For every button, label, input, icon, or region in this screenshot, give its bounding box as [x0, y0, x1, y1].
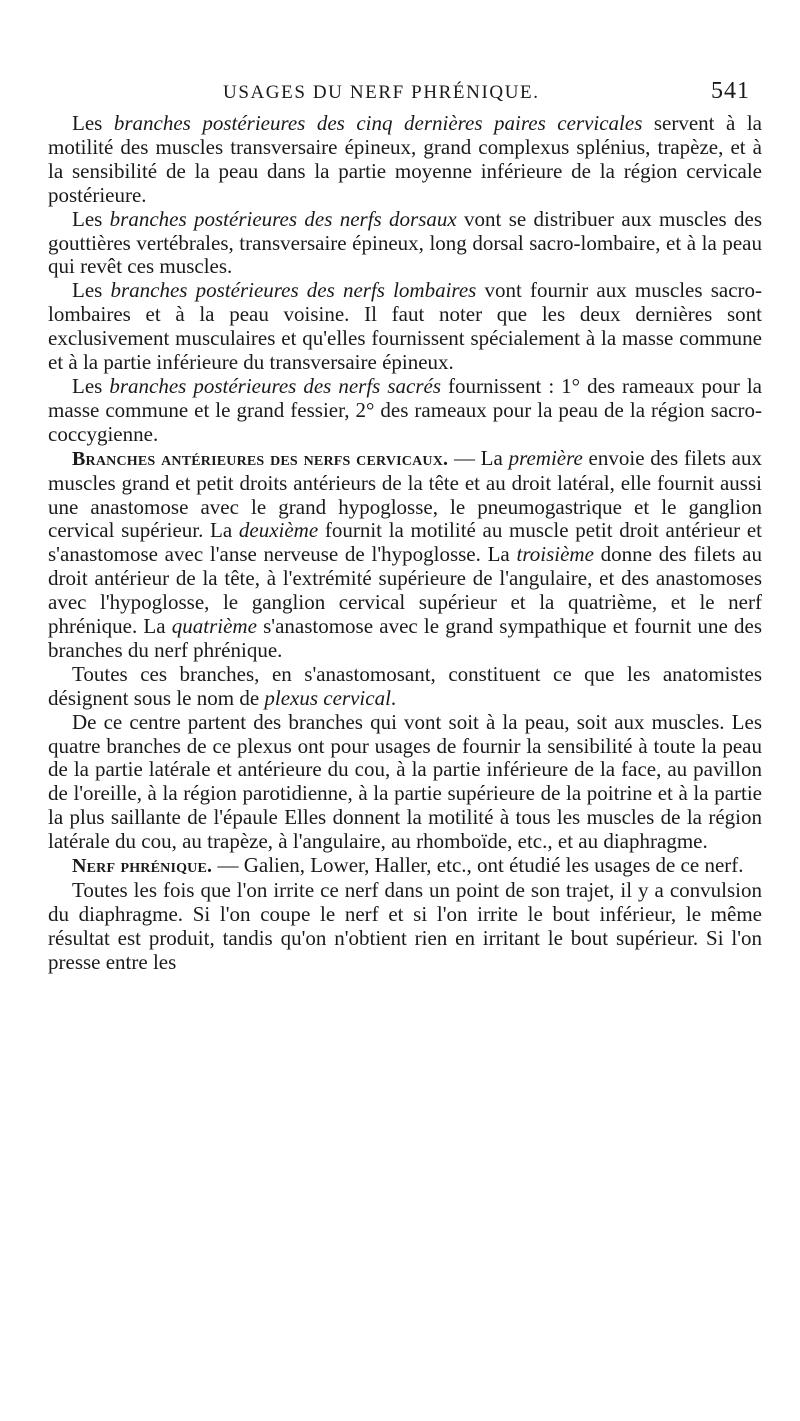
paragraph-lumbar-posterior — [48, 279, 762, 375]
text-run: Les — [72, 373, 110, 398]
paragraph-dorsal-posterior — [48, 208, 762, 280]
paragraph-phrenic-experiment — [48, 879, 762, 975]
text-run: s'anastomose avec le grand sympathique et fournit une des branches du nerf phrénique. — [48, 614, 762, 662]
italic-term: plexus cervical — [264, 685, 391, 710]
text-run: De ce centre partent des branches qui vont soit à la peau, soit aux muscles. Les quatre branches de ce plexus ont pour usages de fournir la sensibilité à toute la peau de la partie latérale et antérieure du cou, à la partie inférieure de la face, au pavillon de l'oreille, à la région parotidienne, à la partie supérieure de la poitrine et à la partie la plus saillante de l'épaule Elles donnent la motilité à tous les muscles de la région latérale du cou, au trapèze, à l'angulaire, au rhomboïde, etc., et au diaphragme. — [48, 709, 762, 854]
running-head — [223, 78, 762, 108]
text-run: envoie des filets aux muscles grand et petit droits antérieurs de la tête et au droit latéral, elle fournit aussi une anastomose avec le grand hypoglosse, le pneumogastrique et le ganglion cervical supérieur. La — [48, 445, 762, 543]
italic-term: branches postérieures des nerfs lombaires — [110, 278, 477, 303]
paragraph-sacral-posterior — [48, 375, 762, 447]
text-run: — La — [448, 445, 509, 470]
text-run: Les — [72, 111, 114, 135]
text-run: Toutes les fois que l'on irrite ce nerf dans un point de son trajet, il y a convulsion du diaphragme. Si l'on coupe le nerf et si l'on irrite le bout inférieur, le même résultat est produit, tandis qu'on n'obtient rien en irritant le bout supérieur. Si l'on presse entre les — [48, 878, 762, 974]
text-run: servent à la motilité des muscles transversaire épineux, grand complexus splénius, trapèze, et à la sensibilité de la peau dans la partie moyenne inférieure de la région cervicale postérieure. — [48, 111, 762, 207]
italic-term: deuxième — [238, 518, 319, 543]
text-run: . — [390, 685, 397, 710]
section-heading: Nerf phrénique. — [72, 855, 213, 878]
text-run: vont se distribuer aux muscles des gouttières vertébrales, transversaire épineux, long dorsal sacro-lombaire, et à la peau qui revêt ces muscles. — [48, 206, 763, 279]
paragraph-plexus-branches — [48, 711, 762, 854]
italic-term: branches postérieures des nerfs sacrés — [109, 373, 442, 398]
italic-term: première — [508, 445, 583, 470]
text-run: Toutes ces branches, en s'anastomosant, constituent ce que les anatomistes désignent sous le nom de — [48, 661, 762, 710]
italic-term: branches postérieures des cinq dernières paires cervicales — [113, 111, 643, 135]
italic-term: quatrième — [171, 614, 257, 639]
italic-term: troisième — [516, 542, 594, 567]
paragraph-phrenic-nerve — [48, 854, 762, 879]
text-run: Les — [72, 278, 111, 303]
text-run: fournit la motilité au muscle petit droit antérieur et s'anastomose avec l'anse nerveuse de l'hypoglosse. La — [48, 518, 763, 567]
text-run: — Galien, Lower, Haller, etc., ont étudié les usages de ce nerf. — [212, 853, 744, 878]
text-run: vont fournir aux muscles sacro-lombaires et à la peau voisine. Il faut noter que les deux dernières sont exclusivement musculaires et qu'elles fournissent spécialement à la masse commune et à la partie inférieure du transversaire épineux. — [48, 278, 762, 375]
text-run: Les — [72, 206, 110, 231]
paragraph-cervical-anterior — [48, 447, 762, 663]
section-heading: Branches antérieures des nerfs cervicaux. — [72, 447, 449, 470]
paragraph-cervical-posterior — [48, 112, 762, 208]
text-run: donne des filets au droit antérieur de la tête, à l'extrémité supérieure de l'angulaire, et des anastomoses avec l'hypoglosse, le ganglion cervical supérieur et la quatrième, et le nerf phrénique. La — [48, 542, 763, 639]
body-text — [48, 112, 762, 975]
paragraph-plexus — [48, 663, 762, 711]
text-run: fournissent : 1° des rameaux pour la masse commune et le grand fessier, 2° des rameaux pour la peau de la région sacro-coccygienne. — [48, 373, 762, 446]
italic-term: branches postérieures des nerfs dorsaux — [109, 206, 457, 231]
page-number: 541 — [711, 78, 750, 104]
running-title: USAGES DU NERF PHRÉNIQUE. — [223, 82, 540, 103]
